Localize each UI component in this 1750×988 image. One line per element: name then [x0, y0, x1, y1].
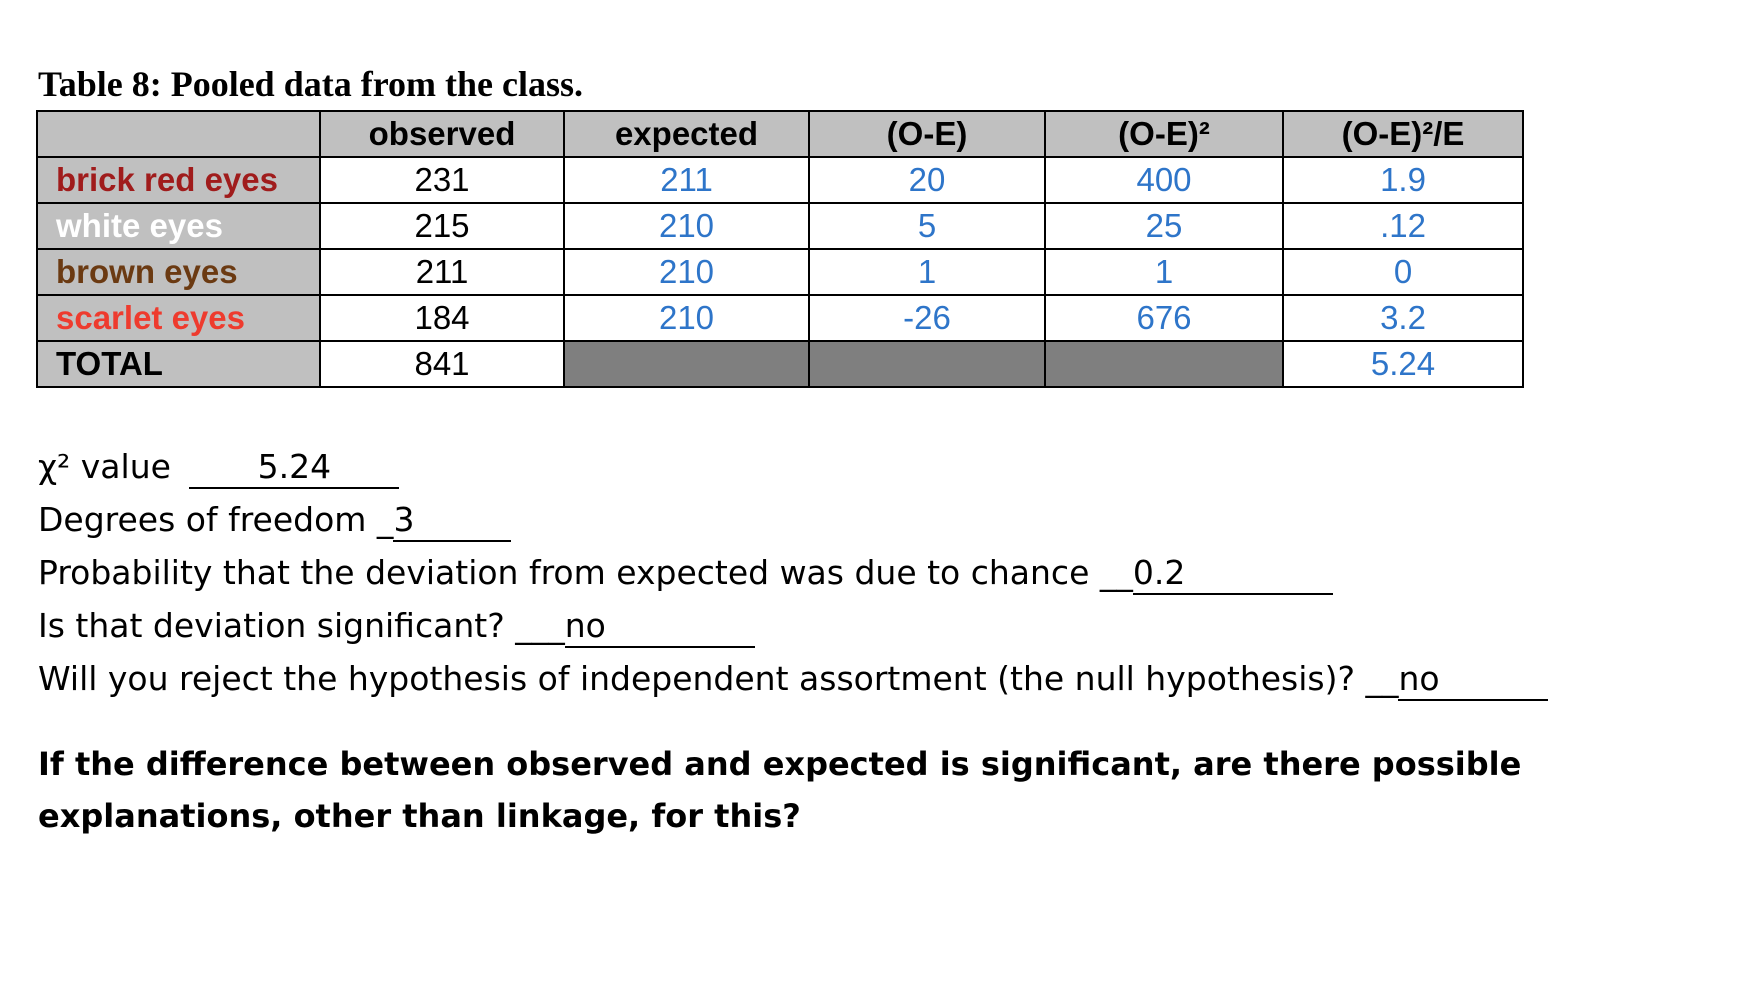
chi-component-cell: 1.9: [1283, 157, 1523, 203]
significance-line: [38, 599, 1548, 652]
header-observed: observed: [320, 111, 564, 157]
table-total-row: [37, 341, 1523, 387]
table-row: [37, 295, 1523, 341]
row-label-brick-red-eyes: brick red eyes: [37, 157, 320, 203]
header-o-minus-e-squared: (O-E)²: [1045, 111, 1283, 157]
shaded-cell: [1045, 341, 1283, 387]
chi-square-line: [38, 440, 1548, 493]
probability-line: [38, 546, 1548, 599]
reject-value: no: [1398, 659, 1548, 701]
significant-value: no: [565, 606, 755, 648]
o-minus-e-squared-cell: 1: [1045, 249, 1283, 295]
observed-cell: 211: [320, 249, 564, 295]
significant-label: Is that deviation significant? ___: [38, 606, 565, 645]
expected-cell: 210: [564, 203, 809, 249]
observed-cell: 215: [320, 203, 564, 249]
chi-component-cell: 0: [1283, 249, 1523, 295]
row-label-brown-eyes: brown eyes: [37, 249, 320, 295]
chi-component-cell: 3.2: [1283, 295, 1523, 341]
answers-section: [38, 440, 1548, 705]
degrees-of-freedom-line: [38, 493, 1548, 546]
dof-label: Degrees of freedom _: [38, 500, 394, 539]
chi-square-label: χ² value: [38, 447, 171, 486]
table-row: [37, 157, 1523, 203]
observed-cell: 231: [320, 157, 564, 203]
total-observed-cell: 841: [320, 341, 564, 387]
probability-value: 0.2: [1133, 553, 1333, 595]
chi-square-total-cell: 5.24: [1283, 341, 1523, 387]
expected-cell: 210: [564, 249, 809, 295]
o-minus-e-squared-cell: 676: [1045, 295, 1283, 341]
row-label-scarlet-eyes: scarlet eyes: [37, 295, 320, 341]
reject-label: Will you reject the hypothesis of independent assortment (the null hypothesis)? __: [38, 659, 1399, 698]
header-chi-component: (O-E)²/E: [1283, 111, 1523, 157]
table-row: [37, 249, 1523, 295]
table-row: [37, 203, 1523, 249]
pooled-data-table: [36, 110, 1524, 388]
header-corner-cell: [37, 111, 320, 157]
row-label-white-eyes: white eyes: [37, 203, 320, 249]
probability-label: Probability that the deviation from expected was due to chance __: [38, 553, 1133, 592]
o-minus-e-squared-cell: 400: [1045, 157, 1283, 203]
expected-cell: 210: [564, 295, 809, 341]
o-minus-e-squared-cell: 25: [1045, 203, 1283, 249]
observed-cell: 184: [320, 295, 564, 341]
o-minus-e-cell: 5: [809, 203, 1045, 249]
o-minus-e-cell: 1: [809, 249, 1045, 295]
expected-cell: 211: [564, 157, 809, 203]
header-o-minus-e: (O-E): [809, 111, 1045, 157]
chi-component-cell: .12: [1283, 203, 1523, 249]
table-header-row: [37, 111, 1523, 157]
reject-hypothesis-line: [38, 652, 1548, 705]
table-title: Table 8: Pooled data from the class.: [38, 64, 583, 104]
shaded-cell: [564, 341, 809, 387]
dof-value: 3: [393, 500, 511, 542]
o-minus-e-cell: 20: [809, 157, 1045, 203]
follow-up-question: If the difference between observed and expected is significant, are there possible explanations, other than linkage, for this?: [38, 745, 1522, 835]
shaded-cell: [809, 341, 1045, 387]
chi-square-value: 5.24: [189, 447, 399, 489]
o-minus-e-cell: -26: [809, 295, 1045, 341]
header-expected: expected: [564, 111, 809, 157]
row-label-total: TOTAL: [37, 341, 320, 387]
